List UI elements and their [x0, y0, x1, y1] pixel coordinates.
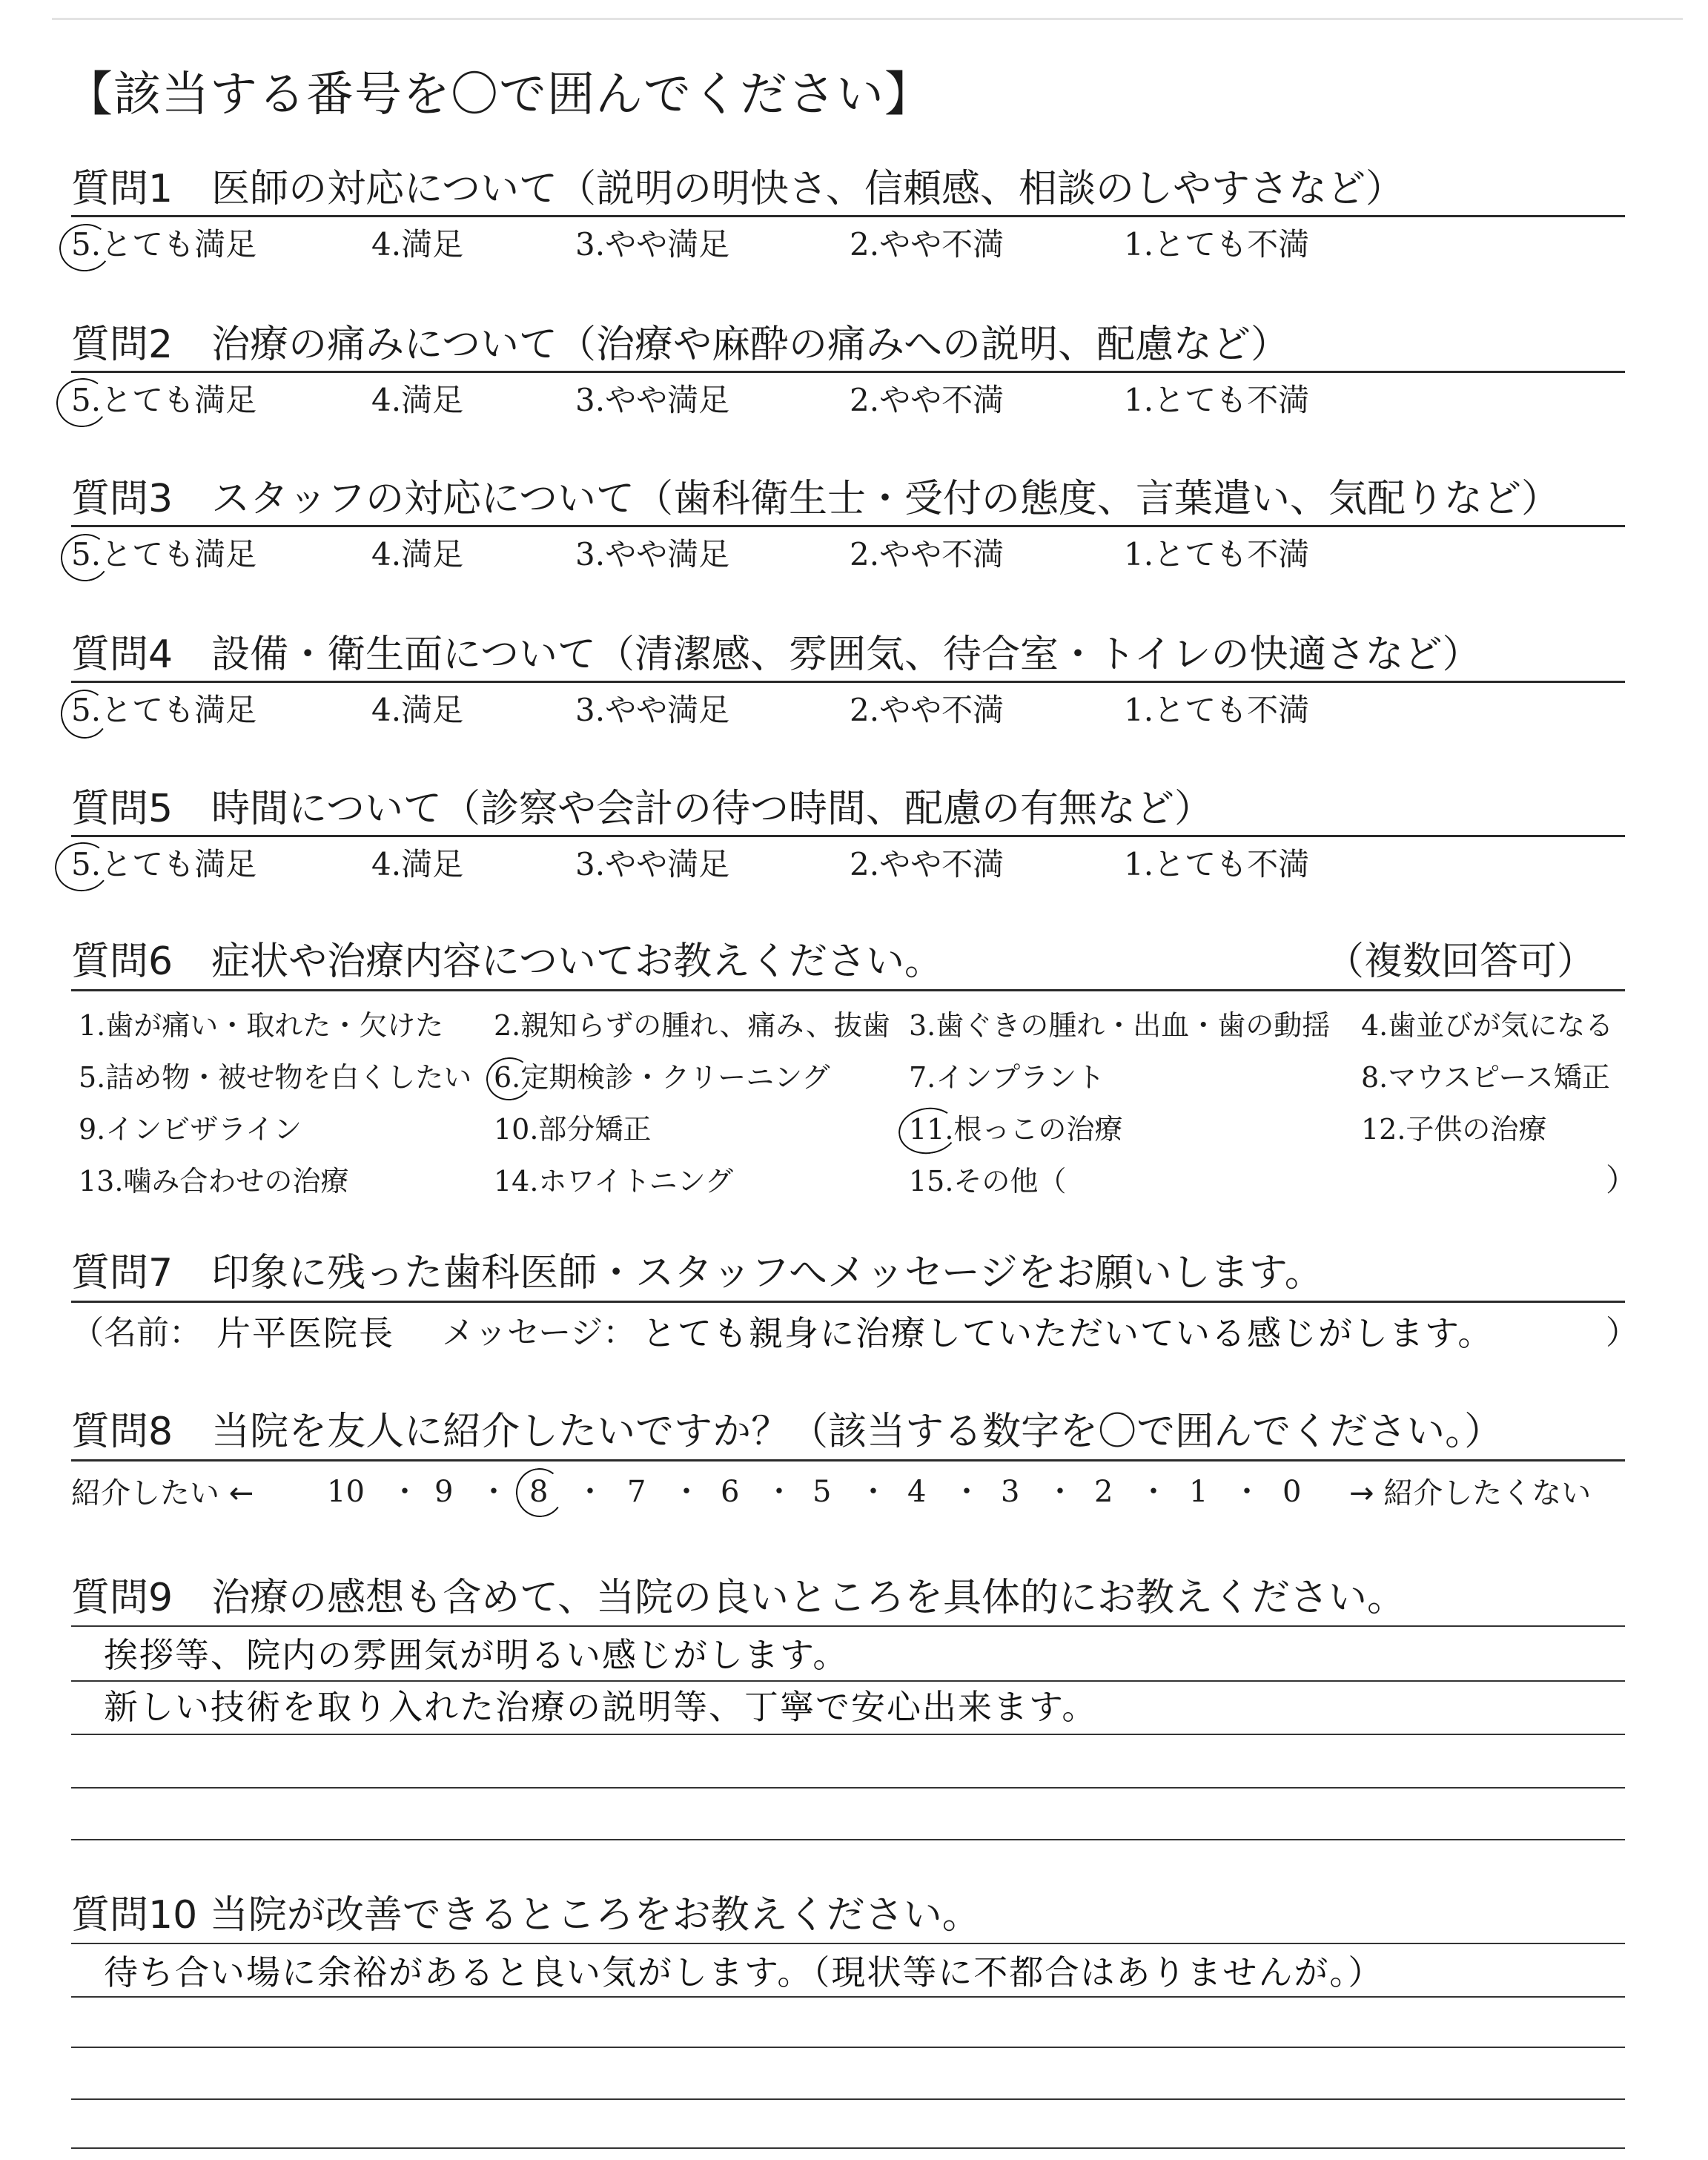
scale-0[interactable]: 0 [1282, 1475, 1302, 1509]
divider [71, 371, 1625, 373]
message-line [71, 1311, 1638, 1358]
scale-10[interactable]: 10 [327, 1475, 365, 1509]
writing-line [71, 1680, 1625, 1682]
scale-8[interactable]: 8 [529, 1475, 549, 1509]
form-title: 【該当する番号を〇で囲んでください】 [65, 67, 933, 122]
option-3[interactable]: 3.やや満足 [575, 226, 730, 262]
option-3[interactable]: 3.やや満足 [575, 846, 730, 882]
option-4[interactable]: 4.満足 [371, 226, 464, 262]
q6-item-11[interactable]: 11.根っこの治療 [909, 1113, 1123, 1146]
option-5[interactable]: 5.とても満足 [71, 382, 257, 418]
option-2[interactable]: 2.やや不満 [850, 536, 1004, 572]
multiple-answers-note: （複数回答可） [1325, 939, 1595, 984]
q6-item-7[interactable]: 7.インプラント [909, 1061, 1105, 1094]
q6-item-8[interactable]: 8.マウスピース矯正 [1361, 1061, 1610, 1094]
divider [71, 681, 1625, 683]
writing-line [71, 2147, 1625, 2149]
message-value[interactable]: とても親身に治療していただいている感じがします。 [642, 1313, 1494, 1353]
writing-line [71, 2098, 1625, 2100]
option-4[interactable]: 4.満足 [371, 846, 464, 882]
close-paren: ） [1606, 1162, 1638, 1198]
q6-item-5[interactable]: 5.詰め物・被せ物を白くしたい [79, 1061, 472, 1094]
scale-3[interactable]: 3 [1001, 1475, 1020, 1509]
divider [71, 989, 1625, 991]
question-heading: 質問6 症状や治療内容についてお教えください。 [71, 939, 944, 984]
right-label: → 紹介したくない [1349, 1476, 1592, 1510]
writing-line [71, 1625, 1625, 1627]
writing-line [71, 1734, 1625, 1735]
divider [71, 1459, 1625, 1462]
question-heading: 質問10 当院が改善できるところをお教えください。 [71, 1893, 981, 1938]
selection-circle [513, 1465, 567, 1520]
scale-9[interactable]: 9 [434, 1475, 454, 1509]
scale-6[interactable]: 6 [721, 1475, 740, 1509]
q6-item-6[interactable]: 6.定期検診・クリーニング [494, 1061, 830, 1094]
q6-item-10[interactable]: 10.部分矯正 [494, 1113, 652, 1146]
scale-4[interactable]: 4 [907, 1475, 927, 1509]
question-heading: 質問4 設備・衛生面について（清潔感、雰囲気、待合室・トイレの快適さなど） [71, 633, 1481, 677]
option-2[interactable]: 2.やや不満 [850, 226, 1004, 262]
option-1[interactable]: 1.とても不満 [1124, 382, 1310, 418]
option-2[interactable]: 2.やや不満 [850, 692, 1004, 728]
option-2[interactable]: 2.やや不満 [850, 846, 1004, 882]
option-4[interactable]: 4.満足 [371, 692, 464, 728]
q6-item-1[interactable]: 1.歯が痛い・取れた・欠けた [79, 1009, 444, 1042]
option-5[interactable]: 5.とても満足 [71, 692, 257, 728]
question-heading: 質問2 治療の痛みについて（治療や麻酔の痛みへの説明、配慮など） [71, 323, 1290, 367]
left-label: 紹介したい ← [71, 1476, 254, 1510]
option-3[interactable]: 3.やや満足 [575, 536, 730, 572]
option-1[interactable]: 1.とても不満 [1124, 226, 1310, 262]
top-border [52, 18, 1683, 20]
q6-item-9[interactable]: 9.インビザライン [79, 1113, 302, 1146]
option-3[interactable]: 3.やや満足 [575, 382, 730, 418]
writing-line [71, 1996, 1625, 1998]
close-paren: ） [1606, 1314, 1638, 1352]
name-value[interactable]: 片平医院長 [216, 1313, 394, 1353]
scale-2[interactable]: 2 [1094, 1475, 1113, 1509]
q6-item-12[interactable]: 12.子供の治療 [1361, 1113, 1547, 1146]
q6-item-14[interactable]: 14.ホワイトニング [494, 1165, 734, 1198]
question-heading: 質問9 治療の感想も含めて、当院の良いところを具体的にお教えください。 [71, 1576, 1406, 1620]
writing-line [71, 1787, 1625, 1789]
option-1[interactable]: 1.とても不満 [1124, 846, 1310, 882]
divider [71, 525, 1625, 527]
question-heading: 質問3 スタッフの対応について（歯科衛生士・受付の態度、言葉遣い、気配りなど） [71, 477, 1560, 521]
divider [71, 1301, 1625, 1303]
option-4[interactable]: 4.満足 [371, 382, 464, 418]
writing-line [71, 1839, 1625, 1840]
option-5[interactable]: 5.とても満足 [71, 846, 257, 882]
scale-1[interactable]: 1 [1189, 1475, 1208, 1509]
name-label: （名前： [71, 1314, 202, 1352]
scale-5[interactable]: 5 [812, 1475, 832, 1509]
option-5[interactable]: 5.とても満足 [71, 226, 257, 262]
answer-line-1[interactable]: 待ち合い場に余裕があると良い気がします。（現状等に不都合はありませんが。） [104, 1952, 1384, 1992]
q6-item-13[interactable]: 13.噛み合わせの治療 [79, 1165, 349, 1198]
option-1[interactable]: 1.とても不満 [1124, 692, 1310, 728]
scale-7[interactable]: 7 [627, 1475, 646, 1509]
option-3[interactable]: 3.やや満足 [575, 692, 730, 728]
q6-item-15[interactable]: 15.その他（ [909, 1165, 1067, 1198]
writing-line [71, 2047, 1625, 2048]
option-4[interactable]: 4.満足 [371, 536, 464, 572]
option-2[interactable]: 2.やや不満 [850, 382, 1004, 418]
divider [71, 215, 1625, 217]
q6-item-3[interactable]: 3.歯ぐきの腫れ・出血・歯の動揺 [909, 1009, 1331, 1042]
divider [71, 835, 1625, 837]
question-heading: 質問7 印象に残った歯科医師・スタッフへメッセージをお願いします。 [71, 1251, 1323, 1295]
question-heading: 質問1 医師の対応について（説明の明快さ、信頼感、相談のしやすさなど） [71, 167, 1404, 211]
referral-scale: 紹介したい ← 10 ・ 9 ・ 8 ・ 7 ・ 6 ・ 5 ・ 4 ・ 3 ・ 2 ・ 1 ・ 0 → 紹介したくない [71, 1471, 1625, 1516]
answer-line-2[interactable]: 新しい技術を取り入れた治療の説明等、丁寧で安心出来ます。 [104, 1687, 1098, 1727]
question-heading: 質問5 時間について（診察や会計の待つ時間、配慮の有無など） [71, 787, 1214, 831]
message-label: メッセージ： [442, 1314, 636, 1352]
q6-item-2[interactable]: 2.親知らずの腫れ、痛み、抜歯 [494, 1009, 890, 1042]
writing-line [71, 1943, 1625, 1944]
option-1[interactable]: 1.とても不満 [1124, 536, 1310, 572]
option-5[interactable]: 5.とても満足 [71, 536, 257, 572]
answer-line-1[interactable]: 挨拶等、院内の雰囲気が明るい感じがします。 [104, 1635, 849, 1675]
q6-item-4[interactable]: 4.歯並びが気になる [1361, 1009, 1614, 1042]
question-heading: 質問8 当院を友人に紹介したいですか？（該当する数字を〇で囲んでください。） [71, 1410, 1503, 1454]
